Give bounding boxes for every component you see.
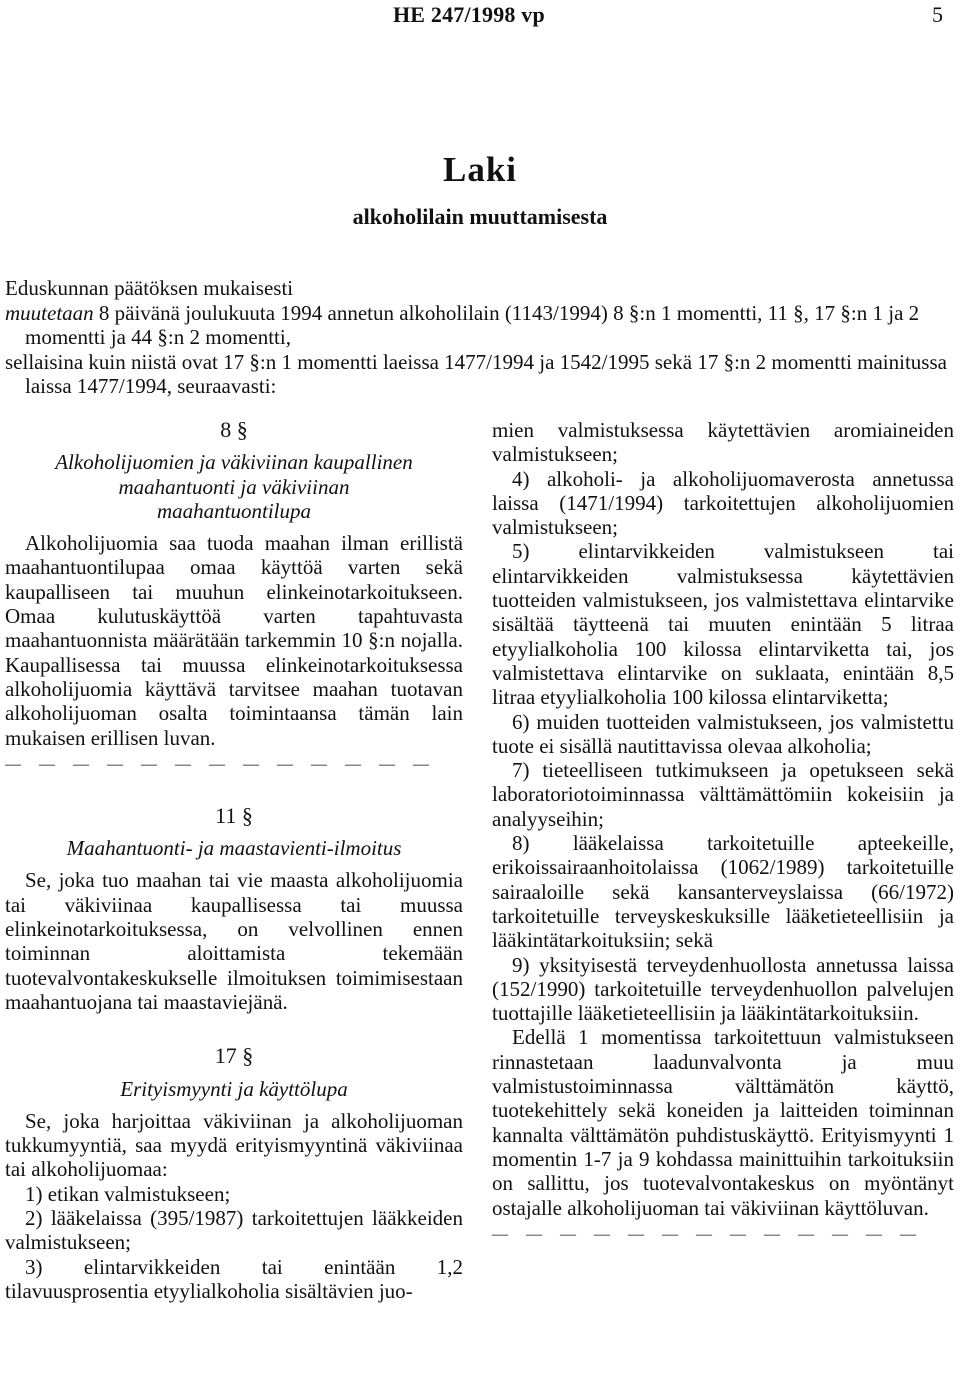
list-item: 6) muiden tuotteiden valmistukseen, jos valmistettu tuote ei sisällä nautittavissa olevaa alkoholia;	[492, 709, 954, 758]
enacting-clause	[5, 276, 953, 399]
section-8-text: Alkoholijuomia saa tuoda maahan ilman erillistä maahantuontilupaa omaa käyttöä varten sekä kaupalliseen tai muuhun elinkeinotarkoitukseen. Omaa kulutuskäyttöä varten tapahtuvasta maahantuonnista määrätään tarkemmin 10 §:n nojalla. Kaupallisessa tai muussa elinkeinotarkoituksessa alkoholijuomia käyttävä tarvitsee maahan tuotavan alkoholijuoman osalta toimintaansa tämän lain mukaisen erillisen luvan.	[5, 531, 463, 750]
section-8-heading: Alkoholijuomien ja väkiviinan kaupallinen maahantuonti ja väkiviinan maahantuontilupa	[55, 450, 413, 523]
list-item: 9) yksityisestä terveydenhuollosta annetussa laissa (152/1990) tarkoitetuille terveydenhuollon palvelujen tuottajille lääketieteellisiin ja lääkintätarkoituksiin.	[492, 952, 954, 1026]
list-item: 1) etikan valmistukseen;	[25, 1181, 231, 1206]
list-item: 5) elintarvikkeiden valmistukseen tai elintarvikkeiden valmistuksessa käytettävien tuotteiden valmistukseen, jos valmistettava elintarvike sisältää täytteenä tai muuten enintään 5 litraa etyylialkoholia 100 kilossa elintarviketta tai, jos valmistettava elintarvike on suklaata, enintään 8,5 litraa etyylialkoholia 100 kilossa elintarviketta;	[492, 539, 954, 710]
amendment-verb: muutetaan	[5, 300, 94, 325]
list-item: 4) alkoholi- ja alkoholijuomaverosta annetussa laissa (1471/1994) tarkoitettujen alkoholijuomien valmistukseen;	[492, 466, 954, 540]
list-item: 7) tieteelliseen tutkimukseen ja opetukseen sekä laboratoriotoiminnassa välttämättömiin kokeisiin ja analyyseihin;	[492, 758, 954, 831]
omission-mark: — — — — — — — — — — — — —	[5, 755, 436, 773]
section-17-number: 17 §	[214, 1043, 254, 1069]
section-11-heading: Maahantuonti- ja maastavienti-ilmoitus	[66, 836, 402, 861]
page-header	[0, 0, 960, 34]
section-11-text: Se, joka tuo maahan tai vie maasta alkoholijuomia tai väkiviinaa kaupallisessa tai muussa elinkeinotarkoituksessa, on velvollinen ennen toiminnan aloittamista tekemään tuotevalvontakeskukselle ilmoituksen toimimisestaan maahantuojana tai maastaviejänä.	[5, 868, 463, 1014]
section-17-heading: Erityismyynti ja käyttölupa	[120, 1076, 348, 1101]
omission-mark: — — — — — — — — — — — — —	[492, 1225, 923, 1243]
document-id: HE 247/1998 vp	[393, 2, 545, 27]
amendment-text: 8 päivänä joulukuuta 1994 annetun alkoholilain (1143/1994) 8 §:n 1 momentti, 11 §, 17 §:n 1 ja 2 momentti ja 44 §:n 2 momentti,	[25, 300, 920, 349]
section-17-text: Se, joka harjoittaa väkiviinan ja alkoholijuoman tukkumyyntiä, saa myydä erityismyyntinä väkiviinaa tai alkoholijuomaa:	[5, 1108, 463, 1182]
amendment-history: sellaisina kuin niistä ovat 17 §:n 1 momentti laeissa 1477/1994 ja 1542/1995 sekä 17 §:n 2 momentti mainitussa laissa 1477/1994, seuraavasti:	[5, 349, 947, 398]
law-title: Laki	[442, 150, 518, 189]
section-8-number: 8 §	[220, 417, 248, 442]
list-item: 3) elintarvikkeiden tai enintään 1,2 tilavuusprosentia etyylialkoholia sisältävien juo-	[5, 1254, 463, 1303]
list-item: 8) lääkelaissa tarkoitetuille apteekeille, erikoissairaanhoitolaissa (1062/1989) tarkoitetuille sairaaloille sekä kansanterveyslaissa (66/1972) tarkoitetuille terveyskeskuksille lääketieteellisiin ja lääkintätarkoituksiin; sekä	[492, 831, 954, 953]
page-number: 5	[932, 2, 943, 27]
left-column	[5, 418, 463, 1303]
amendment-clause	[5, 301, 953, 350]
list-item-continuation: mien valmistuksessa käytettävien aromiaineiden valmistukseen;	[492, 418, 954, 467]
law-subtitle: alkoholilain muuttamisesta	[352, 204, 608, 229]
section-11-number: 11 §	[215, 802, 253, 828]
enacting-line: Eduskunnan päätöksen mukaisesti	[5, 276, 294, 300]
list-item: 2) lääkelaissa (395/1987) tarkoitettujen lääkkeiden valmistukseen;	[5, 1206, 463, 1255]
right-column	[492, 418, 954, 1244]
section-17-paragraph-2: Edellä 1 momentissa tarkoitettuun valmistukseen rinnastetaan laadunvalvonta ja muu valmistustoiminnassa välttämätön käyttö, tuotekehittely sekä koneiden ja laitteiden toiminnan kannalta välttämätön puhdistuskäyttö. Erityismyynti 1 momentin 1-7 ja 9 kohdassa mainittuihin tarkoituksiin on sallittu, jos tuotevalvontakeskus on myöntänyt ostajalle alkoholijuoman tai väkiviinan käyttöluvan.	[492, 1025, 954, 1220]
